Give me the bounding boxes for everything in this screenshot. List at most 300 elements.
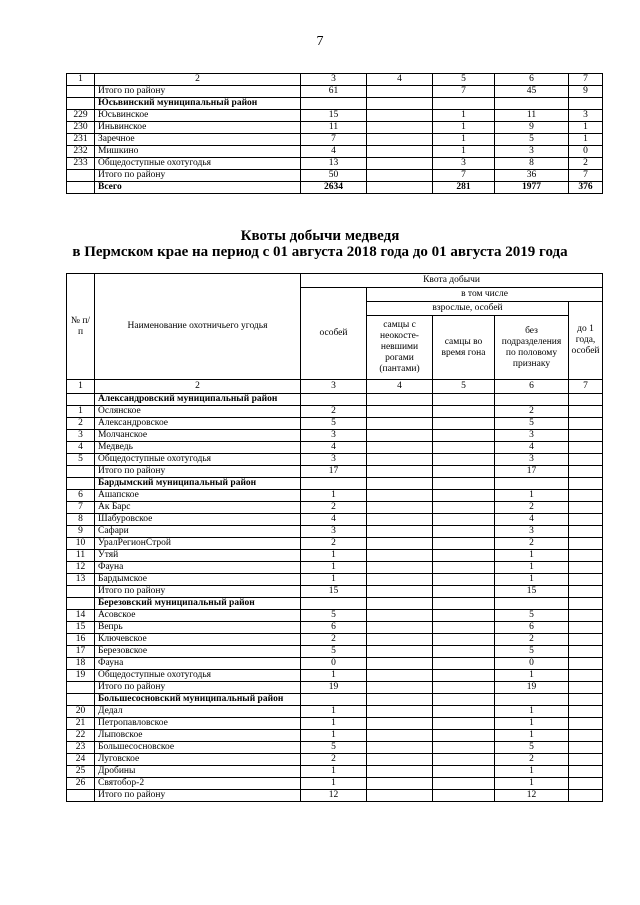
quota-value — [367, 442, 433, 454]
quota-value: 1 — [301, 778, 367, 790]
table-row — [67, 634, 603, 646]
quota-value: 1 — [495, 562, 569, 574]
row-number — [67, 182, 95, 194]
cell-empty — [301, 478, 367, 490]
quota-value — [367, 146, 433, 158]
header-persons: особей — [301, 288, 367, 380]
hunting-ground-name: Общедоступные охотугодья — [95, 158, 301, 170]
quota-value: 281 — [433, 182, 495, 194]
table-row — [67, 430, 603, 442]
hunting-ground-name: Вепрь — [95, 622, 301, 634]
row-number: 16 — [67, 634, 95, 646]
table-row — [67, 110, 603, 122]
quota-value — [433, 610, 495, 622]
row-number: 21 — [67, 718, 95, 730]
district-name: Бардымский муниципальный район — [95, 478, 301, 490]
header-col7: до 1 года, особей — [569, 302, 603, 380]
header-col4: самцы с неокосте-невшими рогами (пантами) — [367, 316, 433, 380]
hunting-ground-name: Ак Барс — [95, 502, 301, 514]
row-number: 233 — [67, 158, 95, 170]
quota-value: 1977 — [495, 182, 569, 194]
quota-value: 17 — [495, 466, 569, 478]
quota-value — [433, 502, 495, 514]
cell-empty — [67, 598, 95, 610]
quota-value — [367, 170, 433, 182]
cell-empty — [433, 694, 495, 706]
quota-value: 12 — [301, 790, 367, 802]
quota-value — [433, 658, 495, 670]
row-number — [67, 586, 95, 598]
row-number: 229 — [67, 110, 95, 122]
quota-value: 9 — [495, 122, 569, 134]
row-number: 8 — [67, 514, 95, 526]
quota-value — [569, 550, 603, 562]
hunting-ground-name: Иньвинское — [95, 122, 301, 134]
header-col6: без подразделения по половому признаку — [495, 316, 569, 380]
quota-value — [433, 766, 495, 778]
quota-value — [433, 490, 495, 502]
quota-value — [433, 790, 495, 802]
row-number: 12 — [67, 562, 95, 574]
quota-value — [367, 158, 433, 170]
table-row — [67, 550, 603, 562]
quota-value — [569, 610, 603, 622]
quota-value: 15 — [495, 586, 569, 598]
cell-empty — [495, 598, 569, 610]
row-number: 11 — [67, 550, 95, 562]
hunting-ground-name: Молчанское — [95, 430, 301, 442]
quota-value — [367, 182, 433, 194]
table-row — [67, 766, 603, 778]
quota-value: 11 — [495, 110, 569, 122]
quota-value: 12 — [495, 790, 569, 802]
table-row — [67, 538, 603, 550]
hunting-ground-name: Итого по району — [95, 586, 301, 598]
quota-value — [367, 790, 433, 802]
table-row — [67, 778, 603, 790]
quota-value — [367, 514, 433, 526]
quota-value — [367, 538, 433, 550]
cell-empty — [67, 694, 95, 706]
quota-value: 3 — [495, 454, 569, 466]
quota-value: 1 — [301, 718, 367, 730]
column-number: 3 — [301, 380, 367, 394]
row-number: 9 — [67, 526, 95, 538]
row-number — [67, 682, 95, 694]
quota-value: 1 — [301, 766, 367, 778]
table-row — [67, 526, 603, 538]
quota-value: 2 — [495, 502, 569, 514]
quota-value — [367, 622, 433, 634]
cell-empty — [569, 598, 603, 610]
quota-value: 15 — [301, 110, 367, 122]
quota-value: 4 — [301, 146, 367, 158]
quota-value: 1 — [301, 550, 367, 562]
quota-value — [569, 706, 603, 718]
quota-value — [367, 122, 433, 134]
table-row — [67, 574, 603, 586]
quota-value — [433, 646, 495, 658]
quota-value: 2 — [301, 634, 367, 646]
quota-value: 1 — [495, 730, 569, 742]
cell-empty — [367, 98, 433, 110]
quota-value — [569, 406, 603, 418]
quota-value — [367, 730, 433, 742]
quota-value — [569, 778, 603, 790]
quota-value: 3 — [301, 454, 367, 466]
quota-value — [433, 466, 495, 478]
quota-value — [433, 430, 495, 442]
quota-value — [367, 754, 433, 766]
quota-value — [569, 430, 603, 442]
cell-empty — [569, 694, 603, 706]
table-row — [67, 658, 603, 670]
cell-empty — [301, 394, 367, 406]
hunting-ground-name: Дробины — [95, 766, 301, 778]
quota-value: 7 — [433, 86, 495, 98]
quota-value — [367, 490, 433, 502]
table-row — [67, 454, 603, 466]
quota-value: 3 — [495, 430, 569, 442]
quota-value: 2 — [495, 406, 569, 418]
cell-empty — [67, 98, 95, 110]
hunting-ground-name: Березовское — [95, 646, 301, 658]
cell-empty — [495, 394, 569, 406]
cell-empty — [433, 478, 495, 490]
quota-value — [569, 670, 603, 682]
table-row — [67, 670, 603, 682]
hunting-ground-name: Итого по району — [95, 170, 301, 182]
quota-value — [433, 706, 495, 718]
table-row — [67, 158, 603, 170]
quota-value — [367, 454, 433, 466]
district-name: Березовский муниципальный район — [95, 598, 301, 610]
hunting-ground-name: Дедал — [95, 706, 301, 718]
district-header-row — [67, 694, 603, 706]
cell-empty — [301, 694, 367, 706]
quota-value — [569, 526, 603, 538]
hunting-ground-name: Итого по району — [95, 682, 301, 694]
quota-value: 1 — [433, 134, 495, 146]
quota-value: 0 — [495, 658, 569, 670]
quota-value: 2 — [495, 538, 569, 550]
quota-value — [433, 574, 495, 586]
hunting-ground-name: Асовское — [95, 610, 301, 622]
hunting-ground-name: УралРегионСтрой — [95, 538, 301, 550]
quota-value: 1 — [433, 146, 495, 158]
row-number: 14 — [67, 610, 95, 622]
quota-value — [433, 754, 495, 766]
district-total-row — [67, 682, 603, 694]
quota-value — [367, 766, 433, 778]
quota-value — [433, 682, 495, 694]
quota-value — [367, 418, 433, 430]
table-row — [67, 610, 603, 622]
quota-value — [367, 670, 433, 682]
hunting-ground-name: Бардымское — [95, 574, 301, 586]
row-number — [67, 790, 95, 802]
cell-empty — [569, 478, 603, 490]
quota-value: 5 — [495, 134, 569, 146]
row-number: 18 — [67, 658, 95, 670]
quota-value: 4 — [495, 442, 569, 454]
quota-value — [433, 718, 495, 730]
quota-value: 36 — [495, 170, 569, 182]
quota-value: 5 — [301, 742, 367, 754]
table-row — [67, 562, 603, 574]
row-number: 19 — [67, 670, 95, 682]
quota-value — [367, 466, 433, 478]
quota-value — [367, 550, 433, 562]
quota-value — [367, 406, 433, 418]
hunting-ground-name: Заречное — [95, 134, 301, 146]
quota-value — [569, 730, 603, 742]
quota-value: 1 — [301, 490, 367, 502]
table-row — [67, 706, 603, 718]
hunting-ground-name: Итого по району — [95, 466, 301, 478]
column-number: 7 — [569, 380, 603, 394]
cell-empty — [301, 598, 367, 610]
district-name: Александровский муниципальный район — [95, 394, 301, 406]
row-number: 10 — [67, 538, 95, 550]
cell-empty — [67, 394, 95, 406]
quota-value — [569, 490, 603, 502]
hunting-ground-name: Фауна — [95, 658, 301, 670]
quota-value — [433, 634, 495, 646]
cell-empty — [495, 478, 569, 490]
quota-value: 2 — [301, 754, 367, 766]
quota-value: 1 — [301, 730, 367, 742]
quota-value: 1 — [301, 706, 367, 718]
hunting-ground-name: Шабуровское — [95, 514, 301, 526]
quota-value: 5 — [495, 418, 569, 430]
quota-value: 376 — [569, 182, 603, 194]
quota-value: 7 — [301, 134, 367, 146]
district-total-row — [67, 466, 603, 478]
quota-value: 1 — [495, 490, 569, 502]
quota-value: 1 — [495, 706, 569, 718]
header-num: № п/п — [67, 274, 95, 380]
column-number-row — [67, 74, 603, 86]
quota-value — [367, 526, 433, 538]
row-number: 7 — [67, 502, 95, 514]
continued-quota-table — [66, 73, 603, 194]
quota-value: 1 — [301, 670, 367, 682]
quota-value — [367, 430, 433, 442]
row-number — [67, 86, 95, 98]
cell-empty — [367, 598, 433, 610]
quota-value: 6 — [301, 622, 367, 634]
quota-value: 15 — [301, 586, 367, 598]
row-number: 5 — [67, 454, 95, 466]
quota-value — [569, 742, 603, 754]
hunting-ground-name: Ключевское — [95, 634, 301, 646]
quota-value: 9 — [569, 86, 603, 98]
quota-value — [433, 526, 495, 538]
cell-empty — [433, 98, 495, 110]
district-header-row — [67, 394, 603, 406]
quota-value: 2 — [495, 754, 569, 766]
quota-value — [433, 730, 495, 742]
row-number: 13 — [67, 574, 95, 586]
column-number: 2 — [95, 74, 301, 86]
quota-value: 4 — [495, 514, 569, 526]
cell-empty — [67, 478, 95, 490]
hunting-ground-name: Мишкино — [95, 146, 301, 158]
table-subtitle: в Пермском крае на период с 01 августа 2018 года до 01 августа 2019 года — [72, 244, 568, 260]
row-number: 23 — [67, 742, 95, 754]
hunting-ground-name: Ослянское — [95, 406, 301, 418]
quota-value — [367, 86, 433, 98]
hunting-ground-name: Ашапское — [95, 490, 301, 502]
quota-value — [367, 574, 433, 586]
quota-value: 61 — [301, 86, 367, 98]
quota-value — [433, 418, 495, 430]
table-row — [67, 502, 603, 514]
header-col5: самцы во время гона — [433, 316, 495, 380]
quota-value: 3 — [569, 110, 603, 122]
row-number: 230 — [67, 122, 95, 134]
table-row — [67, 442, 603, 454]
quota-value: 2 — [569, 158, 603, 170]
quota-value: 7 — [433, 170, 495, 182]
row-number: 232 — [67, 146, 95, 158]
quota-value: 19 — [301, 682, 367, 694]
column-number: 3 — [301, 74, 367, 86]
quota-value: 1 — [495, 718, 569, 730]
quota-value: 2 — [301, 406, 367, 418]
row-number: 20 — [67, 706, 95, 718]
row-number: 24 — [67, 754, 95, 766]
quota-value — [569, 766, 603, 778]
quota-value: 1 — [495, 670, 569, 682]
hunting-ground-name: Медведь — [95, 442, 301, 454]
quota-value — [367, 634, 433, 646]
cell-empty — [367, 694, 433, 706]
quota-value — [367, 502, 433, 514]
quota-value: 5 — [495, 742, 569, 754]
column-number: 4 — [367, 74, 433, 86]
district-name: Юсьвинский муниципальный район — [95, 98, 301, 110]
quota-value: 2 — [301, 502, 367, 514]
quota-value: 3 — [495, 526, 569, 538]
quota-value — [433, 622, 495, 634]
quota-value: 50 — [301, 170, 367, 182]
table-row — [67, 418, 603, 430]
hunting-ground-name: Святобор-2 — [95, 778, 301, 790]
column-number: 2 — [95, 380, 301, 394]
quota-value: 1 — [569, 134, 603, 146]
quota-value: 2 — [495, 634, 569, 646]
quota-value — [367, 110, 433, 122]
district-name: Большесосновский муниципальный район — [95, 694, 301, 706]
hunting-ground-name: Лыповское — [95, 730, 301, 742]
quota-value: 3 — [301, 430, 367, 442]
header-adults: взрослые, особей — [367, 302, 569, 316]
district-total-row — [67, 586, 603, 598]
column-number: 7 — [569, 74, 603, 86]
quota-value — [433, 514, 495, 526]
quota-value — [433, 670, 495, 682]
hunting-ground-name: Петропавловское — [95, 718, 301, 730]
cell-empty — [495, 98, 569, 110]
quota-value: 6 — [495, 622, 569, 634]
table-row — [67, 514, 603, 526]
row-number: 25 — [67, 766, 95, 778]
quota-value — [367, 586, 433, 598]
quota-value — [433, 550, 495, 562]
district-header-row — [67, 98, 603, 110]
page-number: 7 — [316, 34, 324, 49]
quota-value: 1 — [495, 550, 569, 562]
quota-value — [433, 406, 495, 418]
quota-value — [433, 562, 495, 574]
quota-value: 5 — [301, 646, 367, 658]
hunting-ground-name: Итого по району — [95, 86, 301, 98]
quota-value: 3 — [433, 158, 495, 170]
quota-value: 5 — [495, 610, 569, 622]
district-total-row — [67, 170, 603, 182]
table-row — [67, 718, 603, 730]
quota-value — [569, 454, 603, 466]
quota-value — [569, 622, 603, 634]
column-number: 6 — [495, 74, 569, 86]
district-header-row — [67, 598, 603, 610]
hunting-ground-name: Сафари — [95, 526, 301, 538]
quota-value — [569, 418, 603, 430]
row-number: 17 — [67, 646, 95, 658]
quota-value — [569, 574, 603, 586]
quota-value: 19 — [495, 682, 569, 694]
quota-value — [433, 586, 495, 598]
row-number: 6 — [67, 490, 95, 502]
table-row — [67, 134, 603, 146]
column-number: 1 — [67, 74, 95, 86]
quota-value: 1 — [433, 110, 495, 122]
hunting-ground-name: Общедоступные охотугодья — [95, 454, 301, 466]
quota-value: 2 — [301, 538, 367, 550]
table-row — [67, 742, 603, 754]
row-number: 2 — [67, 418, 95, 430]
header-name: Наименование охотничьего угодья — [95, 274, 301, 380]
table-row — [67, 146, 603, 158]
quota-value: 1 — [301, 574, 367, 586]
cell-empty — [495, 694, 569, 706]
quota-value — [433, 538, 495, 550]
hunting-ground-name: Всего — [95, 182, 301, 194]
quota-value — [569, 442, 603, 454]
row-number — [67, 466, 95, 478]
quota-value — [569, 754, 603, 766]
quota-value: 4 — [301, 514, 367, 526]
table-row — [67, 490, 603, 502]
quota-value — [433, 742, 495, 754]
quota-value: 5 — [495, 646, 569, 658]
row-number: 15 — [67, 622, 95, 634]
quota-value — [569, 658, 603, 670]
quota-value: 3 — [301, 526, 367, 538]
table-row — [67, 122, 603, 134]
hunting-ground-name: Юсьвинское — [95, 110, 301, 122]
column-number: 5 — [433, 74, 495, 86]
table-row — [67, 646, 603, 658]
quota-value — [569, 646, 603, 658]
quota-value — [367, 718, 433, 730]
quota-value — [569, 634, 603, 646]
cell-empty — [301, 98, 367, 110]
table-row — [67, 754, 603, 766]
quota-value: 1 — [495, 766, 569, 778]
